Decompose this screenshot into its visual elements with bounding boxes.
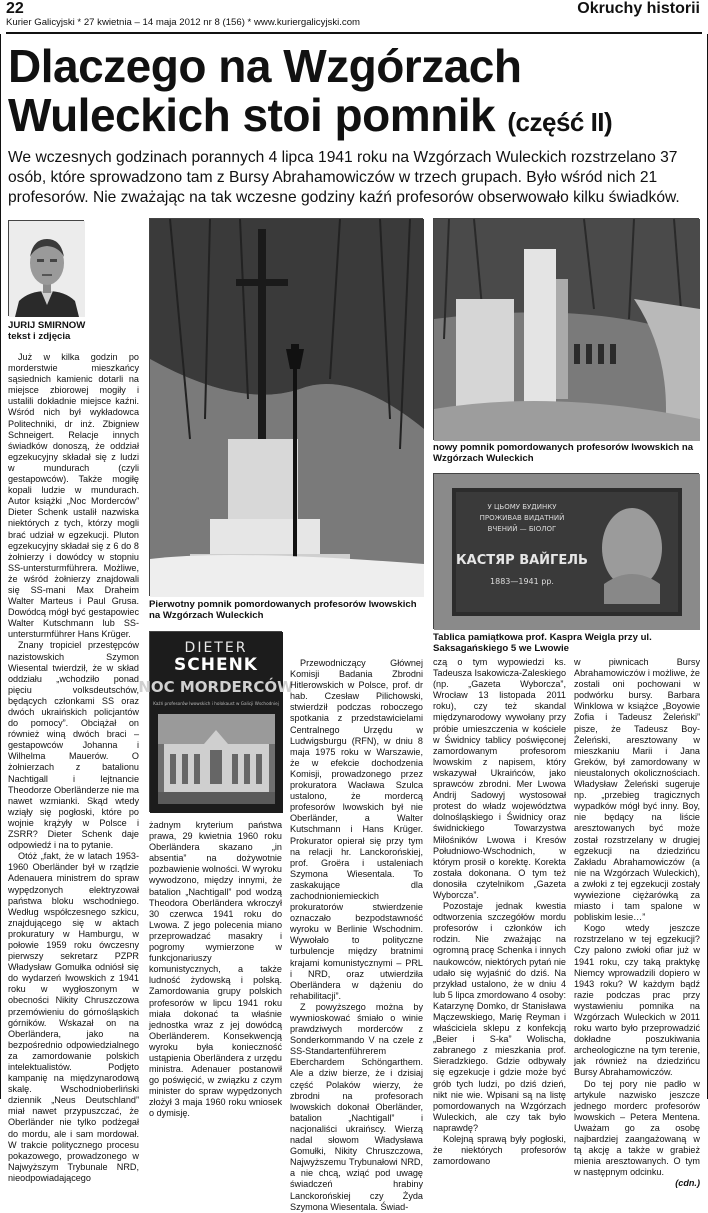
col1-paragraph: Już w kilka godzin po morderstwie mieszkańcy sąsiednich kamienic dotarli na miejsce zbiorowej mogiły i ustalili dokładnie miejsce kaźni. Wśród nich był wykładowca Politechniki, dr inż. Zbigniew Schneigert. Relacje innych świadków donoszą, że oddział egzekucyjny składał się z ludzi w mundurach (czyli gestapowców). Także mogiłę kopali ludzie w mundurach. Autor książki „Noc Morderców” Dieter Schenk ustalił nazwiska niektórych z tych, którzy mogli brać udział w egzekucji. Pluton egzekucyjny składał się z 6 do 8 żołnierzy i dowódcy w stopniu SS-untersturmführera. Możliwe, że wśród żołnierzy znajdowali się SS-mani Max Draheim Walter Marteus i Paul Grusa. Dowódcą mógł być gestapowiec Walter Kutschmann lub SS-untersturmführer Hans Krüger.	[8, 352, 139, 640]
author-name: JURIJ SMIRNOW	[8, 320, 86, 331]
plaque-line-3: ВЧЕНИЙ — БІОЛОГ	[487, 525, 557, 533]
plaque-line-1: У ЦЬОМУ БУДИНКУ	[487, 503, 557, 511]
plaque-photo	[433, 473, 699, 629]
new-monument-photo	[433, 218, 699, 440]
col3-paragraph: Przewodniczący Głównej Komisji Badania Zbrodni Hitlerowskich w Polsce, prof. dr hab. Czesław Pilichowski, stwierdził podczas roboczego spotkania z przedstawicielami Centralnego Urzędu w Ludwigsburgu (RFN), w dniu 8 maja 1975 roku w Warszawie, że w efekcie dochodzenia Komisji, prowadzonego przez prokuratora Wacława Szulca ustalono, że mordercą profesorów lwowskich był nie Oberländer, a Walter Kutschmann i Hans Krüger. Prokurator opierał się przy tym na relacji hr. Lanckorońskiej, prof. Groëra i ustaleniach Szymona Wiesentala. To zaskakujące dla zachodnioniemieckich prokuratorów stwierdzenie oznaczało bezpodstawność wyroku w Berlinie Wschodnim. Wywołało to polityczne turbulencje między bratnimi krajami komunistycznymi – PRL i NRD, oraz utwierdziła Oberländera w dążeniu do rehabilitacji”.	[290, 658, 423, 1001]
author-portrait-image	[9, 221, 85, 317]
text-column-3	[290, 658, 423, 1213]
caption-new-monument: nowy pomnik pomordowanych profesorów lwowskich na Wzgórzach Wuleckich	[433, 442, 694, 464]
col2-paragraph: żadnym kryterium państwa prawa, 29 kwietnia 1960 roku Oberländera skazano „in absentia” na dożywotnie pozbawienie wolności. W wyroku wywodzono, między innymi, że batalion „Nachtigall” pod wodzą Theodora Oberländera wkroczył 30 czerwca 1941 roku do Lwowa. Z jego polecenia miano przeprowadzać masakry i pogromy wymierzone w funkcjonariuszy komunistycznych, a także ludność żydowską i polską. Zamordowania grupy polskich profesorów w lipcu 1941 roku miała dokonać ta właśnie jednostka wraz z jej dowódcą Oberländerem. Konsekwencją wyroku była konieczność ustąpienia Oberländera z urzędu ministra. Adenauer postanowił go poświęcić, w związku z czym minister do spraw wypędzonych złożył 3 maja 1960 roku wniosek o dymisję.	[149, 820, 282, 1119]
frame-left	[0, 34, 1, 1099]
book-title: NOC MORDERCÓW	[138, 678, 294, 696]
author-photo	[8, 220, 84, 316]
section-title: Okruchy historii	[577, 0, 700, 17]
author-byline	[8, 320, 85, 342]
author-role: tekst i zdjęcia	[8, 331, 71, 342]
plaque-image	[434, 474, 700, 630]
first-monument-photo	[149, 218, 423, 596]
book-subtitle: Kaźń profesorów lwowskich i holokaust w Galicji Wschodniej	[153, 701, 279, 706]
book-cover	[138, 631, 294, 812]
col4-paragraph: Kolejną sprawą były pogłoski, że niektórych profesorów zamordowano	[433, 1134, 566, 1167]
col3-paragraph: Z powyższego można by wywnioskować śmiało o winie prawdziwych morderców z Sonderkommando V na czele z SS-Standartenführerem Eberchardem Schöngarthem. Ale a dziw bierze, że i dzisiaj część Polaków wierzy, że zbrodni na profesorach lwowskich dokonał Oberländer, batalion „Nachtigall” i nacjonaliści ukraińscy. Wierzą nadal słowom Władysława Gomułki, Nikity Chruszczowa, Najwyższemu Trybunałowi NRD, a nie chcą, wziąć pod uwagę świadczeń hrabiny Lanckorońskiej czy Żyda Szymona Wiesentala. Świad-	[290, 1001, 423, 1212]
article-headline	[8, 42, 702, 147]
col1-paragraph: Znany tropiciel przestępców nazistowskich Szymon Wiesental twierdził, że w skład oddziału „wchodziło ponad pięciu volksdeutschów, będących członkami SS oraz dwóch ukraińskich policjantów do pomocy”. Obciążał on również winą dwóch braci – gestapowców Johanna i Wilhelma Mauerów. O żołnierzach z batalionu Nachtigall i Iejtnancie Theodorze Oberländerze nie ma nawet wzmianki. Skąd wtedy wziąły się pogłoski, które po wojnie krążyły w Polsce i ZSRR? Dieter Schenk daje odpowiedź i na to pytanie.	[8, 640, 139, 851]
first-monument-image	[150, 219, 424, 597]
col4-paragraph: czą o tym wypowiedzi ks. Tadeusza Isakowicza-Zaleskiego (np. „Gazeta Wyborcza”, Wrocław 13 listopada 2011 roku), czy też skandal międzynarodowy wywołany przy próbie umieszczenia w kościele w Świdnicy tablicy poświęconej zamordowanym profesorom lwowskim z napisem, który wskazywał Ukraińców, jako sprawców zbrodni. Mer Lwowa Andrij Sadowyj wystosował protest do władz województwa dolnośląskiego i Świdnicy oraz świdnickiego Towarzystwa Miłośników Lwowa i Kresów Południowo-Wschodnich, w którym prosił o korektę. Korekta została dokonana. O tym też donosiła czytelnikom „Gazeta Wyborcza”.	[433, 657, 566, 900]
headline-part: (część II)	[507, 107, 613, 137]
plaque-name: КАСТЯР ВАЙГЕЛЬ	[456, 553, 588, 568]
caption-plaque: Tablica pamiątkowa prof. Kaspra Weigla przy ul. Saksagańskiego 5 we Lwowie	[433, 632, 652, 654]
article-lead: We wczesnych godzinach porannych 4 lipca 1941 roku na Wzgórzach Wuleckich rozstrzelano 37 osób, które sprowadzono tam z Bursy Abrahamowiczów w trzech grupach. Było wśród nich 21 profesorów. Nie zważając na tak wczesne godziny kaźń profesorów obserwowało kilku świadków.	[8, 149, 680, 206]
col5-paragraph: Kogo wtedy jeszcze rozstrzelano w tej egzekucji? Czy palono zwłoki ofiar już w 1941 roku, czy taką praktykę Niemcy wprowadzili dopiero w 1943 roku? W każdym bądź razie podczas prac przy wystawieniu pomnika na Wzgórzach Wuleckich w 2011 roku warto było przeprowadzić dokładne poszukiwania archeologiczne na tym terenie, jak również na dziedzińcu Bursy Abrahamowiczów.	[574, 923, 700, 1078]
page-number: 22	[6, 0, 24, 17]
header-rule	[6, 32, 702, 34]
col5-paragraph: w piwnicach Bursy Abrahamowiczów i możliwe, że zostali oni pochowani w podwórku bursy. Barbara Winklowa w książce „Boyowie Zofia i Tadeusz Żeleński” pisze, że Tadeusz Boy-Żeleński, aresztowany w mieszkaniu Marii i Jana Greków, był zamordowany w nieustalonych okolicznościach. Władysław Żeleński sugeruje np. „przebieg tragicznych wypadków mógł być inny. Boy, nie będący na liście aresztowanych być może został rozstrzelany w drugiej egzekucji na dziedzińcu Zakładu Abrahamowiczów (a nie na Wzgórzach Wuleckich), a zwłoki z tej egzekucji zostały wywiezione ciężarówką za miasto i tam spalone w pobliskim lesie…”	[574, 657, 700, 923]
continuation-note: (cdn.)	[675, 1178, 700, 1189]
new-monument-image	[434, 219, 700, 441]
book-author-last: SCHENK	[174, 655, 258, 675]
text-column-4	[433, 657, 566, 1167]
plaque-years: 1883—1941 рр.	[490, 577, 554, 586]
col5-paragraph: Do tej pory nie padło w artykule nazwisko jeszcze jednego morderc profesorów lwowskich – Petera Mentena. Uważam go za osobę najbardziej zaangażowaną w tą akcję a także w grabież mienia aresztowanych. O tym w następnym odcinku.	[574, 1078, 700, 1178]
plaque-line-2: ПРОЖИВАВ ВИДАТНИЙ	[479, 514, 565, 522]
text-column-5	[574, 657, 700, 1190]
book-cover-image	[138, 632, 294, 813]
book-author-first: DIETER	[184, 640, 248, 656]
text-column-1	[8, 352, 139, 1184]
col4-paragraph: Pozostaje jednak kwestia odtworzenia szczegółów mordu profesorów i członków ich rodzin. Nie zważając na ogromną pracę Schenka i innych naukowców, niektórych pytań nie udało się wyjaśnić do dziś. Na przykład ustalono, że w dniu 4 lub 5 lipca zmordowano 4 osoby: Katarzynę Domko, dr Stanisława Mączewskiego, Marię Reyman i właściciela sklepu z konfekcją „Beier i S-ka” Wolischa, zabranego z mieszkania prof. Sieradzkiego. Gdzie odbywały się egzekucje i gdzie może być grób tych ludzi, po dziś dzień, nikt nie wie. Wpisani są na listę pomordowanych na Wzgórzach Wuleckich, ale czy tak było naprawdę?	[433, 901, 566, 1133]
caption-first-monument: Pierwotny pomnik pomordowanych profesorów lwowskich na Wzgórzach Wuleckich	[149, 599, 417, 621]
col1-paragraph: Otóż „fakt, że w latach 1953-1960 Oberländer był w rządzie Adenauera ministrem do spraw wypędzonych elektryzował państwa bloku wschodniego. Według współczesnego szkicu, znajdującego się w aktach prokuratury w Hamburgu, w połowie 1959 roku ówczesny pierwszy sekretarz PZPR Władysław Gomułka odniósł się do wydarzeń lwowskich z 1941 roku w wygłoszonym w obecności Nikity Chruszczowa przemówieniu do górnośląskich górników. Wskazał on na Oberländera, jako na bezpośrednio odpowiedzialnego za zamordowanie polskich intelektualistów. Podjęto kampanię na międzynarodową skalę. Wschodnioberliński dziennik „Neus Deutschland” miał nawet przypuszczać, że Oberländer nie tylko podżegał do mordu, ale i sam mordował. W trakcie politycznego procesu pokazowego, prowadzonego w Najwyższym Trybunale NRD, nieodpowiadającego	[8, 851, 139, 1183]
text-column-2	[149, 820, 282, 1120]
headline-main: Dlaczego na Wzgórzach Wuleckich stoi pomnik	[8, 40, 522, 141]
running-head: Kurier Galicyjski * 27 kwietnia – 14 maja 2012 nr 8 (156) * www.kuriergalicyjski.com	[6, 17, 361, 28]
